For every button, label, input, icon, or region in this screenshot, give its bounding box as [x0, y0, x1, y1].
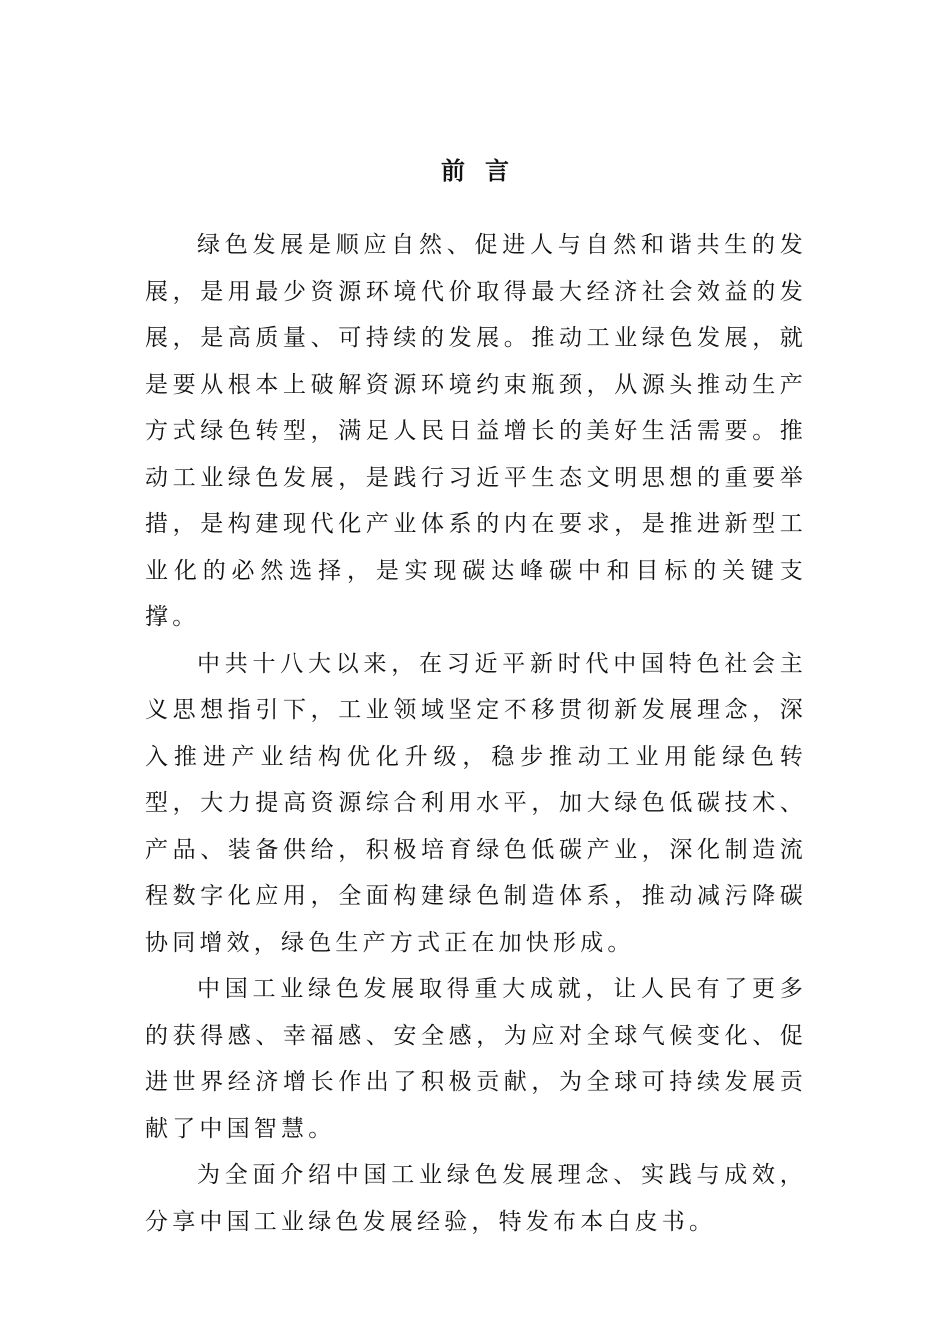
- page-title: 前言: [441, 157, 529, 186]
- paragraph-1: 绿色发展是顺应自然、促进人与自然和谐共生的发展，是用最少资源环境代价取得最大经济社会效益的发展，是高质量、可持续的发展。推动工业绿色发展，就是要从根本上破解资源环境约束瓶颈，从源头推动生产方式绿色转型，满足人民日益增长的美好生活需要。推动工业绿色发展，是践行习近平生态文明思想的重要举措，是构建现代化产业体系的内在要求，是推进新型工业化的必然选择，是实现碳达峰碳中和目标的关键支撑。: [145, 232, 807, 630]
- paragraph-2: 中共十八大以来，在习近平新时代中国特色社会主义思想指引下，工业领域坚定不移贯彻新发展理念，深入推进产业结构优化升级，稳步推动工业用能绿色转型，大力提高资源综合利用水平，加大绿色低碳技术、产品、装备供给，积极培育绿色低碳产业，深化制造流程数字化应用，全面构建绿色制造体系，推动减污降碳协同增效，绿色生产方式正在加快形成。: [145, 650, 807, 956]
- document-body: [145, 222, 807, 1245]
- paragraph-4: 为全面介绍中国工业绿色发展理念、实践与成效，分享中国工业绿色发展经验，特发布本白皮书。: [145, 1162, 807, 1235]
- paragraph-3: 中国工业绿色发展取得重大成就，让人民有了更多的获得感、幸福感、安全感，为应对全球气候变化、促进世界经济增长作出了积极贡献，为全球可持续发展贡献了中国智慧。: [145, 976, 807, 1142]
